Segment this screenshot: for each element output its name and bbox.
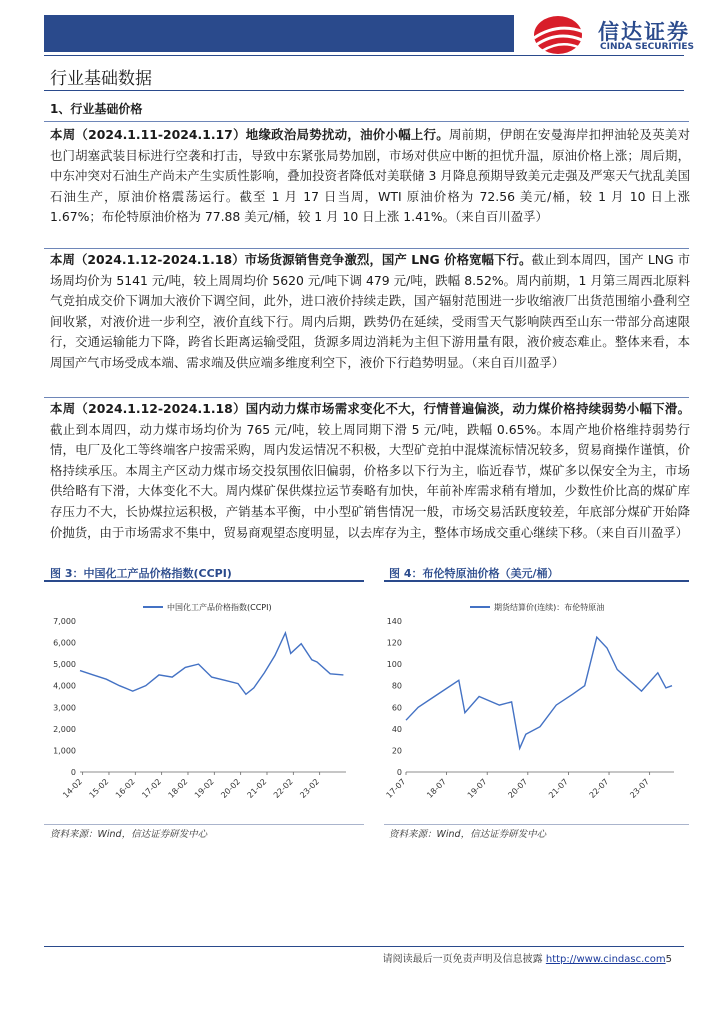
- paragraph-oil-body: 周前期，伊朗在安曼海岸扣押油轮及英美对也门胡塞武装目标进行空袭和打击，导致中东紧张局势加剧，市场对供应中断的担忧升温，原油价格上涨；周后期，中东冲突对石油生产尚未产生实质性影响，叠加投资者降低对美联储 3 月降息预期导致美元走强及严寒天气扰乱美国石油生产，原油价格震荡运行。截至 1 月 17 日当周，WTI 原油价格为 72.56 美元/桶，较 1 月 10 日上涨 1.67%；布伦特原油价格为 77.88 美元/桶，较 1 月 10 日上涨 1.41%。（来自百川盈孚）: [50, 127, 691, 225]
- paragraph-separator: [44, 397, 689, 398]
- x-tick-label: 21-07: [547, 777, 570, 800]
- legend-label: 期货结算价(连续)：布伦特原油: [494, 603, 605, 612]
- x-tick-label: 16-02: [113, 777, 137, 800]
- x-tick-label: 21-02: [245, 777, 269, 800]
- y-tick-label: 5,000: [53, 660, 76, 670]
- figure-3-source-rule: [44, 824, 364, 825]
- page-number: 5: [665, 954, 672, 965]
- footer-disclaimer: 请阅读最后一页免责声明及信息披露: [382, 954, 543, 965]
- logo-text-en: CINDA SECURITIES: [600, 42, 694, 52]
- x-tick-label: 23-02: [298, 777, 322, 800]
- y-tick-label: 4,000: [53, 681, 76, 691]
- series-line: [80, 633, 343, 694]
- y-tick-label: 120: [386, 638, 402, 648]
- y-tick-label: 1,000: [53, 746, 76, 756]
- paragraph-coal: [50, 399, 690, 543]
- y-tick-label: 3,000: [53, 703, 76, 713]
- figure-4-source-rule: [384, 824, 689, 825]
- paragraph-coal-lead: 本周（2024.1.12-2024.1.18）国内动力煤市场需求变化不大，行情普遍偏淡，动力煤价格持续弱势小幅下滑。: [50, 401, 690, 416]
- x-tick-label: 17-07: [384, 777, 408, 800]
- paragraph-lng-body: 截止到本周四，国产 LNG 市场周均价为 5141 元/吨，较上周周均价 5620 元/吨下调 479 元/吨，跌幅 8.52%。周内前期，1 月第三周西北原料气竞拍成交价下调加大液价下调空间，此外，进口液价持续走跌，国产辐射范围进一步收缩液厂出货范围缩小叠利空间收紧，对液价进一步利空，液价直线下行。周内后期，跌势仍在延续，受雨雪天气影响陕西至山东一带部分高速限行，交通运输能力下降，跨省长距离运输受阻，货源多周边消耗为主但下游用量有限，液价疲态难止。整体来看，本周国产气市场受成本端、需求端及供应端多维度利空下，液价下行趋势明显。（来自百川盈孚）: [50, 252, 691, 370]
- y-tick-label: 0: [70, 768, 76, 777]
- logo-text-cn: 信达证券: [598, 20, 690, 44]
- y-tick-label: 6,000: [53, 638, 76, 648]
- y-tick-label: 100: [386, 660, 402, 670]
- x-tick-label: 15-02: [87, 777, 111, 800]
- y-tick-label: 20: [391, 746, 402, 756]
- logo-globe-icon: [528, 14, 590, 56]
- ccpi-chart: [44, 585, 364, 823]
- figure-4-source: 资料来源：Wind，信达证券研发中心: [389, 829, 547, 840]
- y-tick-label: 0: [396, 768, 402, 777]
- figure-4-rule: [384, 580, 689, 582]
- figure-3-title: 图 3：中国化工产品价格指数(CCPI): [50, 567, 232, 580]
- paragraph-separator: [44, 121, 689, 122]
- footer: [383, 950, 672, 965]
- y-tick-label: 40: [391, 724, 402, 734]
- x-tick-label: 14-02: [61, 777, 85, 800]
- paragraph-lng: [50, 250, 690, 374]
- header-banner: [44, 15, 514, 52]
- paragraph-oil-lead: 本周（2024.1.11-2024.1.17）地缘政治局势扰动，油价小幅上行。: [50, 127, 449, 142]
- x-tick-label: 22-07: [587, 777, 611, 800]
- x-tick-label: 19-07: [465, 777, 489, 800]
- footer-link[interactable]: http://www.cindasc.com: [545, 954, 666, 965]
- section-divider: [44, 90, 684, 91]
- y-tick-label: 60: [391, 703, 402, 713]
- header-divider: [44, 55, 684, 56]
- x-tick-label: 19-02: [192, 777, 216, 800]
- brent-chart: [384, 585, 689, 823]
- figure-3-rule: [44, 580, 364, 582]
- y-tick-label: 7,000: [53, 617, 76, 626]
- figure-4-title: 图 4：布伦特原油价格（美元/桶）: [389, 567, 559, 580]
- x-tick-label: 22-02: [271, 777, 295, 800]
- series-line: [406, 637, 672, 748]
- paragraph-oil: [50, 125, 690, 228]
- paragraph-coal-body: 截止到本周四，动力煤市场均价为 765 元/吨，较上周同期下滑 5 元/吨，跌幅 0.65%。本周产地价格维持弱势行情，电厂及化工等终端客户按需采购，周内发运情况不积极，大型矿竞拍中混煤流标情况较多，贸易商操作谨慎，价格持续承压。本周主产区动力煤市场交投氛围依旧偏弱，价格多以下行为主，临近春节，煤矿多以保安全为主，市场供给略有下滑，大体变化不大。周内煤矿保供煤拉运节奏略有加快，年前补库需求稍有增加，少数性价比高的煤矿库存压力不大，长协煤拉运积极，产销基本平衡，中小型矿销售情况一般，市场交易活跃度较差，年底部分煤矿开始降价抛货，由于市场需求不集中，贸易商观望态度明显，以去库存为主，整体市场成交重心继续下移。（来自百川盈孚）: [50, 421, 690, 540]
- legend-label: 中国化工产品价格指数(CCPI): [167, 603, 272, 612]
- cinda-logo: [528, 14, 708, 56]
- footer-divider: [44, 946, 684, 947]
- x-tick-label: 18-07: [425, 777, 449, 800]
- y-tick-label: 80: [391, 681, 402, 691]
- x-tick-label: 17-02: [140, 777, 164, 800]
- x-tick-label: 20-02: [219, 777, 243, 800]
- y-tick-label: 140: [386, 617, 402, 626]
- paragraph-lng-lead: 本周（2024.1.12-2024.1.18）市场货源销售竞争激烈，国产 LNG 价格宽幅下行。: [50, 252, 532, 267]
- section-title: 行业基础数据: [50, 69, 152, 89]
- x-tick-label: 23-07: [628, 777, 652, 800]
- paragraph-separator: [44, 248, 689, 249]
- figure-3-source: 资料来源：Wind，信达证券研发中心: [50, 829, 208, 840]
- subsection-heading: 1、行业基础价格: [50, 102, 143, 116]
- y-tick-label: 2,000: [53, 724, 76, 734]
- x-tick-label: 18-02: [166, 777, 190, 800]
- x-tick-label: 20-07: [506, 777, 530, 800]
